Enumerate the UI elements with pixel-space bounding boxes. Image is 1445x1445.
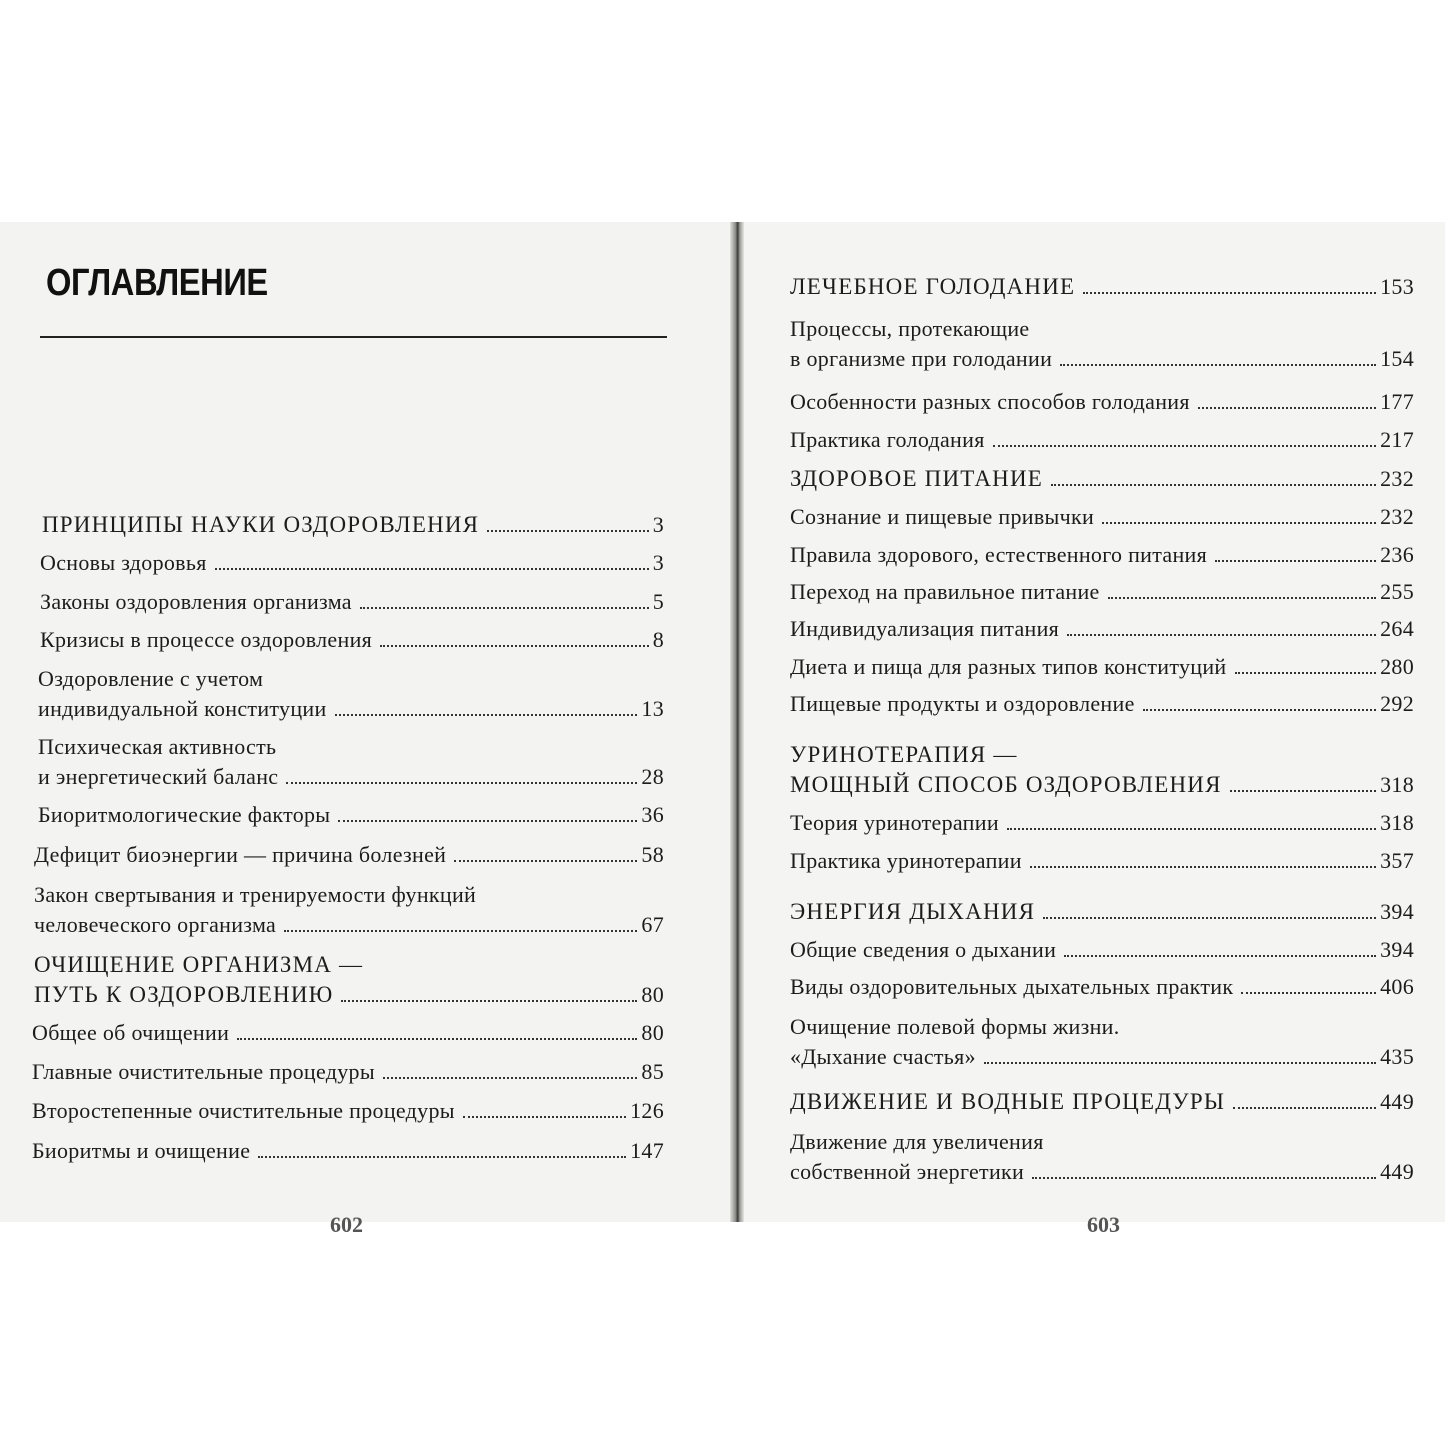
dot-leader [284, 930, 637, 932]
toc-section-entry [790, 897, 1414, 927]
toc-entry-title-line: Кризисы в процессе оздоровления [40, 627, 373, 652]
toc-page-number: 264 [1380, 616, 1414, 641]
toc-entry [32, 732, 664, 792]
toc-entry-title-line: Общее об очищении [32, 1020, 230, 1045]
toc-page-number: 36 [641, 802, 664, 827]
toc-entry-title-line: Сознание и пищевые привычки [790, 504, 1095, 529]
dot-leader [1083, 292, 1376, 294]
toc-entry-title-line: Дефицит биоэнергии — причина болезней [34, 842, 447, 867]
toc-entry [790, 972, 1414, 1002]
toc-entry-row [790, 1042, 1414, 1072]
toc-entry-title-line: ЛЕЧЕБНОЕ ГОЛОДАНИЕ [790, 274, 1076, 299]
toc-entry-title-line: Практика голодания [790, 427, 985, 452]
toc-entry [32, 1096, 664, 1126]
toc-entry [32, 880, 664, 940]
toc-entry [32, 1018, 664, 1048]
toc-entry [790, 314, 1414, 374]
toc-entry-row [790, 387, 1414, 417]
toc-entry-row [40, 587, 664, 617]
toc-entry [32, 587, 664, 617]
toc-entry [32, 548, 664, 578]
toc-entry [32, 800, 664, 830]
toc-page-number: 13 [641, 696, 664, 721]
dot-leader [360, 607, 649, 609]
toc-entry-title-line: человеческого организма [34, 912, 277, 937]
toc-entry-title-line: Биоритмы и очищение [32, 1138, 251, 1163]
toc-page-number: 154 [1380, 346, 1414, 371]
dot-leader [1064, 955, 1376, 957]
toc-entry-row [32, 1096, 664, 1126]
toc-entry-title-line: Оздоровление с учетом [38, 666, 264, 691]
dot-leader [993, 445, 1376, 447]
toc-entry [790, 577, 1414, 607]
right-page [742, 222, 1445, 1237]
dot-leader [1198, 407, 1376, 409]
toc-entry-row [790, 846, 1414, 876]
toc-page-number: 232 [1380, 504, 1414, 529]
toc-entry-title-line: ДВИЖЕНИЕ И ВОДНЫЕ ПРОЦЕДУРЫ [790, 1089, 1226, 1114]
dot-leader [984, 1062, 1376, 1064]
toc-entry [790, 425, 1414, 455]
dot-leader [463, 1116, 626, 1118]
toc-page-number: 255 [1380, 579, 1414, 604]
toc-entry-title-line: Движение для увеличения [790, 1129, 1044, 1154]
dot-leader [1215, 560, 1376, 562]
toc-page-number: 3 [652, 550, 664, 575]
toc-entry [32, 1057, 664, 1087]
toc-entry-row [38, 800, 664, 830]
toc-page-number: 449 [1380, 1089, 1414, 1114]
dot-leader [1143, 709, 1376, 711]
toc-entry-title-line: в организме при голодании [790, 346, 1053, 371]
toc-entry-row [38, 762, 664, 792]
toc-entry-title-line: собственной энергетики [790, 1159, 1025, 1184]
toc-section-entry [790, 464, 1414, 494]
toc-entry-row [32, 1018, 664, 1048]
dot-leader [1030, 866, 1376, 868]
toc-entry-title-line: Пищевые продукты и оздоровление [790, 691, 1135, 716]
toc-page-number: 318 [1380, 772, 1414, 797]
toc-page-number: 217 [1380, 427, 1414, 452]
toc-entry-row [34, 840, 664, 870]
book-gutter [730, 222, 744, 1222]
toc-entry-row [790, 272, 1414, 302]
toc-page-number: 58 [641, 842, 664, 867]
toc-entry-title-line: Теория уринотерапии [790, 810, 999, 835]
dot-leader [1051, 484, 1376, 486]
dot-leader [286, 782, 637, 784]
toc-entry-title-line: Законы оздоровления организма [40, 589, 352, 614]
toc-page-number: 5 [652, 589, 664, 614]
toc-entry [32, 840, 664, 870]
dot-leader [1032, 1177, 1376, 1179]
toc-entry [790, 614, 1414, 644]
dot-leader [380, 645, 649, 647]
toc-entry-row [32, 1136, 664, 1166]
toc-entry-row [42, 510, 664, 540]
dot-leader [1108, 597, 1376, 599]
toc-entry-row [790, 344, 1414, 374]
title-rule [40, 336, 667, 338]
toc-page-number: 318 [1380, 810, 1414, 835]
dot-leader [215, 568, 649, 570]
toc-entry [790, 808, 1414, 838]
toc-page-number: 357 [1380, 848, 1414, 873]
toc-page-number: 435 [1380, 1044, 1414, 1069]
toc-entry-row [790, 1087, 1414, 1117]
toc-entry-title-line: ОЧИЩЕНИЕ ОРГАНИЗМА — [34, 952, 364, 977]
book-spread [0, 222, 1445, 1237]
toc-section-entry [32, 510, 664, 540]
dot-leader [1007, 828, 1376, 830]
toc-entry-title-line: Индивидуализация питания [790, 616, 1060, 641]
dot-leader [1060, 364, 1376, 366]
dot-leader [237, 1038, 637, 1040]
toc-page-number: 292 [1380, 691, 1414, 716]
toc-entry-title-line: ПРИНЦИПЫ НАУКИ ОЗДОРОВЛЕНИЯ [42, 512, 480, 537]
toc-page-number: 126 [630, 1098, 664, 1123]
toc-entry [32, 664, 664, 724]
toc-entry-row [34, 980, 664, 1010]
toc-page-number: 236 [1380, 542, 1414, 567]
toc-entry-title-line: Виды оздоровительных дыхательных практик [790, 974, 1234, 999]
toc-entry-row [790, 808, 1414, 838]
toc-page-number: 80 [641, 982, 664, 1007]
toc-entry-title-line: ЗДОРОВОЕ ПИТАНИЕ [790, 466, 1044, 491]
toc-entry-row [790, 935, 1414, 965]
toc-entry-title-line: Биоритмологические факторы [38, 802, 331, 827]
toc-entry-row [32, 1057, 664, 1087]
dot-leader [341, 1000, 637, 1002]
toc-entry-row [790, 540, 1414, 570]
toc-page-number: 280 [1380, 654, 1414, 679]
right-page-number: 603 [1087, 1212, 1120, 1237]
dot-leader [1102, 522, 1376, 524]
toc-entry-title-line: Практика уринотерапии [790, 848, 1022, 873]
toc-entry [790, 1127, 1414, 1187]
toc-entry [790, 387, 1414, 417]
toc-page-number: 28 [641, 764, 664, 789]
toc-entry-row [790, 1157, 1414, 1187]
dot-leader [1067, 634, 1376, 636]
toc-page-number: 394 [1380, 937, 1414, 962]
toc-entry-title-line: ЭНЕРГИЯ ДЫХАНИЯ [790, 899, 1036, 924]
dot-leader [1235, 672, 1377, 674]
toc-entry-row [38, 694, 664, 724]
toc-entry-title-line: Очищение полевой формы жизни. [790, 1014, 1120, 1039]
toc-entry-row [790, 897, 1414, 927]
toc-entry-title-line: и энергетический баланс [38, 764, 279, 789]
toc-entry [790, 689, 1414, 719]
toc-entry [790, 540, 1414, 570]
toc-section-entry [790, 1087, 1414, 1117]
left-page [0, 222, 736, 1237]
toc-entry [790, 502, 1414, 532]
toc-page-number: 67 [641, 912, 664, 937]
toc-entry-row [40, 625, 664, 655]
toc-entry-title-line: Психическая активность [38, 734, 277, 759]
toc-entry-title-line: УРИНОТЕРАПИЯ — [790, 742, 1018, 767]
toc-entry-title-line: ПУТЬ К ОЗДОРОВЛЕНИЮ [34, 982, 334, 1007]
dot-leader [487, 530, 648, 532]
toc-entry-row [790, 972, 1414, 1002]
toc-page-number: 3 [652, 512, 664, 537]
toc-entry-title-line: Основы здоровья [40, 550, 207, 575]
toc-page-number: 80 [641, 1020, 664, 1045]
toc-page-number: 449 [1380, 1159, 1414, 1184]
toc-entry-row [790, 614, 1414, 644]
left-page-number: 602 [330, 1212, 363, 1237]
dot-leader [338, 820, 637, 822]
toc-entry-title-line: Процессы, протекающие [790, 316, 1030, 341]
toc-entry-title-line: Закон свертывания и тренируемости функций [34, 882, 477, 907]
toc-entry [32, 1136, 664, 1166]
toc-page-number: 177 [1380, 389, 1414, 414]
toc-entry [790, 1012, 1414, 1072]
dot-leader [1043, 917, 1376, 919]
dot-leader [1233, 1107, 1376, 1109]
toc-entry-title-line: МОЩНЫЙ СПОСОБ ОЗДОРОВЛЕНИЯ [790, 772, 1222, 797]
toc-page-number: 394 [1380, 899, 1414, 924]
dot-leader [383, 1077, 637, 1079]
toc-entry [32, 625, 664, 655]
toc-entry-title-line: Особенности разных способов голодания [790, 389, 1190, 414]
toc-section-entry [790, 272, 1414, 302]
toc-entry-row [790, 770, 1414, 800]
toc-page-number: 147 [630, 1138, 664, 1163]
toc-entry-row [790, 464, 1414, 494]
toc-entry-row [790, 689, 1414, 719]
toc-entry-title-line: Диета и пища для разных типов конституций [790, 654, 1227, 679]
toc-page-number: 8 [652, 627, 664, 652]
toc-entry-row [34, 910, 664, 940]
toc-entry-title-line: Общие сведения о дыхании [790, 937, 1057, 962]
toc-entry-title-line: Переход на правильное питание [790, 579, 1100, 604]
dot-leader [335, 714, 638, 716]
toc-entry-title-line: индивидуальной конституции [38, 696, 327, 721]
toc-entry-title-line: «Дыхание счастья» [790, 1044, 976, 1069]
toc-entry-row [40, 548, 664, 578]
toc-entry-row [790, 425, 1414, 455]
toc-entry-row [790, 577, 1414, 607]
toc-entry-title-line: Главные очистительные процедуры [32, 1059, 375, 1084]
toc-entry-row [790, 652, 1414, 682]
dot-leader [1241, 992, 1376, 994]
dot-leader [454, 860, 637, 862]
page-title: ОГЛАВЛЕНИЕ [46, 262, 268, 304]
toc-page-number: 232 [1380, 466, 1414, 491]
toc-entry [790, 846, 1414, 876]
toc-page-number: 406 [1380, 974, 1414, 999]
toc-entry [790, 935, 1414, 965]
toc-page-number: 85 [641, 1059, 664, 1084]
toc-entry-title-line: Правила здорового, естественного питания [790, 542, 1208, 567]
toc-section-entry [790, 740, 1414, 800]
dot-leader [258, 1156, 626, 1158]
toc-entry [790, 652, 1414, 682]
toc-page-number: 153 [1380, 274, 1414, 299]
toc-entry-title-line: Второстепенные очистительные процедуры [32, 1098, 455, 1123]
toc-section-entry [32, 950, 664, 1010]
toc-entry-row [790, 502, 1414, 532]
dot-leader [1230, 790, 1376, 792]
